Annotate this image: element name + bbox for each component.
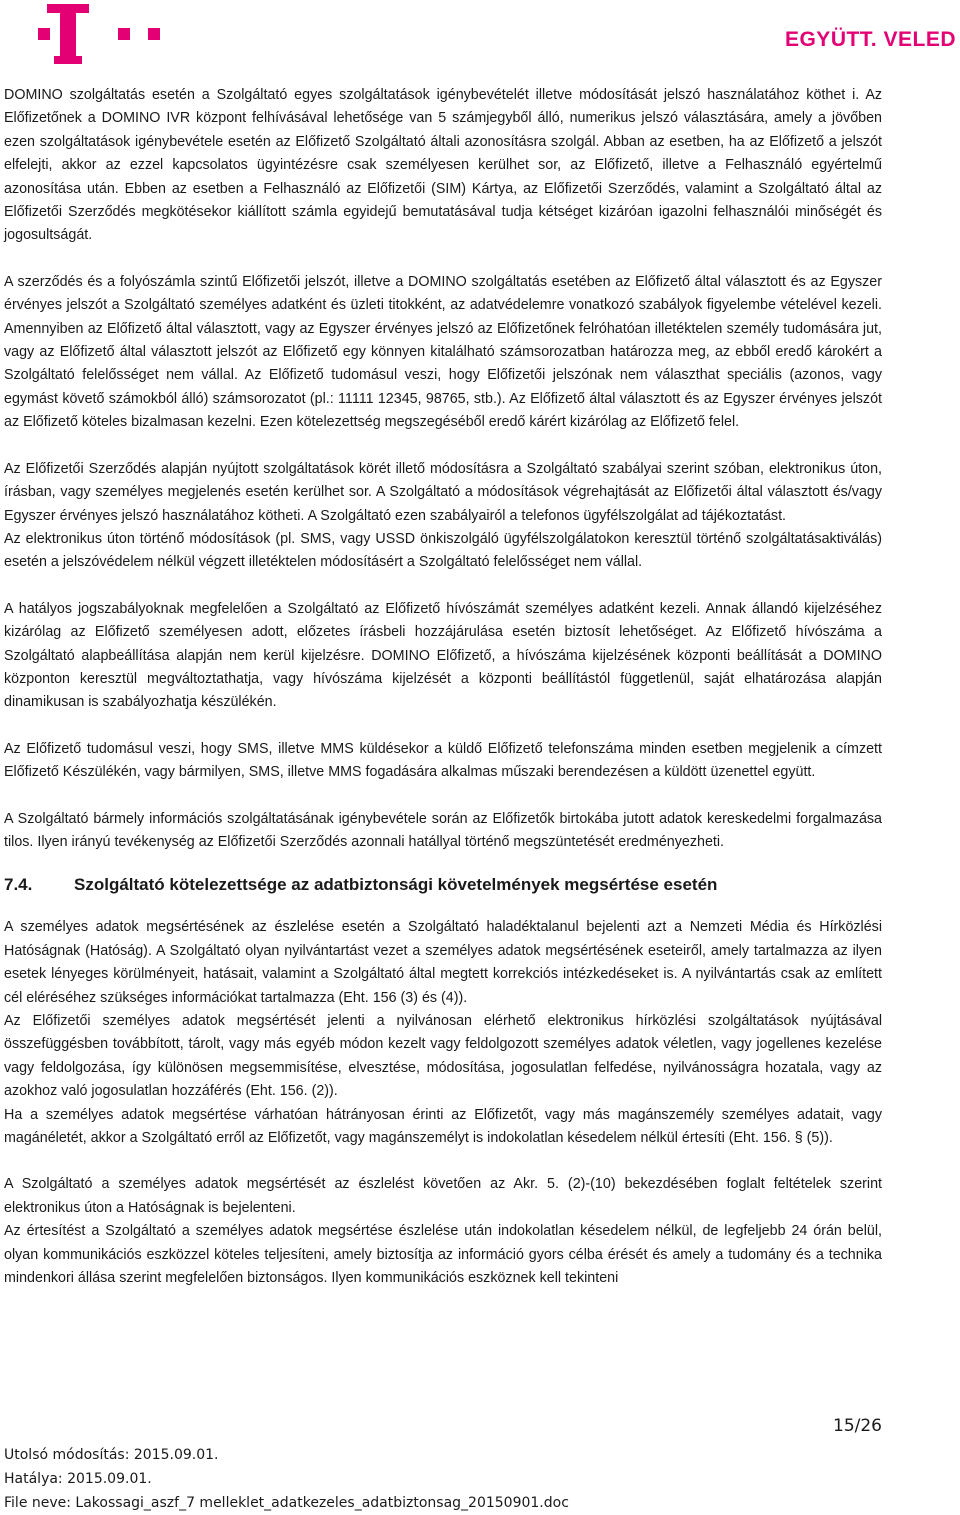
page-footer — [4, 1443, 569, 1515]
section-title: Szolgáltató kötelezettsége az adatbiztonsági követelmények megsértése esetén — [74, 875, 718, 895]
paragraph-service-modification: Az Előfizetői Szerződés alapján nyújtott szolgáltatások körét illető módosításra a Szolgáltató szabályai szerint szóban, elektronikus úton, írásban, vagy személyes megjelenés esetén kerülhet sor. A Szolgáltató a módosítások végrehajtását az Előfizetői által választott és/vagy Egyszer érvényes jelszó használatához kötheti. A Szolgáltató ezen szabályairól a telefonos ügyfélszolgálat ad tájékoztatást. — [4, 460, 882, 524]
paragraph-caller-id: A hatályos jogszabályoknak megfelelően a Szolgáltató az Előfizető hívószámát személyes adatként kezeli. Annak állandó kijelzéséhez kizárólag az Előfizető személyesen adott, előzetes írásbeli hozzájárulása esetén biztosít lehetőséget. Az Előfizető hívószáma a Szolgáltató alapbeállítása alapján nem kerül kijelzésre. DOMINO Előfizető, a hívószáma kijelzésének központi beállítását a DOMINO központon keresztül megváltoztathatja, vagy hívószáma kijelzését a központi beállítástól függetlenül, saját elhatározása alapján dinamikusan is szabályozhatja készülékén. — [4, 600, 882, 711]
footer-modified-date: Utolsó módosítás: 2015.09.01. — [4, 1447, 219, 1463]
paragraph-electronic-report: A Szolgáltató a személyes adatok megsértését az észlelést követően az Akr. 5. (2)-(10) bekezdésében foglalt feltételek szerint elektronikus úton a Hatóságnak is bejelenteni. — [4, 1176, 882, 1216]
section-number: 7.4. — [4, 875, 33, 895]
page-header — [0, 0, 960, 70]
page-number: 15/26 — [833, 1416, 882, 1436]
telekom-logo — [38, 4, 178, 68]
document-body — [4, 84, 882, 1290]
paragraph-domino-password: DOMINO szolgáltatás esetén a Szolgáltató egyes szolgáltatások igénybevételét illetve módosítását jelszó használatához köthet i. Az Előfizetőnek a DOMINO IVR központ felhívásával lehetősége van 5 számjegyből álló, numerikus jelszó választására, amely a jövőben ezen szolgáltatások igénybevétele esetén az Előfizető Szolgáltató általi azonosításra szolgál. Abban az esetben, ha az Előfizető a jelszót elfelejti, akkor az ezzel kapcsolatos ügyintézésre csak személyesen kerülhet sor, az Előfizető, illetve a Felhasználó egyértelmű azonosítása után. Ebben az esetben a Felhasználó az Előfizetői (SIM) Kártya, az Előfizetői Szerződés, valamint a Szolgáltató által az Előfizetői Szerződés megkötésekor kiállított számla egyidejű bemutatásával tudja kétséget kizáróan igazolni felhasználói minőségét és jogosultságát. — [4, 87, 882, 244]
slogan: EGYÜTT. VELED — [784, 28, 956, 51]
paragraph-notification-deadline: Az értesítést a Szolgáltató a személyes adatok megsértése észlelése után indokolatlan késedelem nélkül, de legfeljebb 24 órán belül, olyan kommunikációs eszközzel köteles teljesíteni, amely biztosítja az információ gyors célba érését és amely a tudomány és a technika mindenkori állása szerint megfelelően biztonságos. Ilyen kommunikációs eszköznek kell tekinteni — [4, 1223, 882, 1287]
paragraph-breach-definition: Az Előfizetői személyes adatok megsértését jelenti a nyilvánosan elérhető elektronikus hírközlési szolgáltatások nyújtásával összefüggésben továbbított, tárolt, vagy más egyéb módon kezelt vagy feldolgozott személyes adatok véletlen, vagy jogellenes kezelése vagy feldolgozása, így különösen megsemmisítése, elvesztése, módosítása, jogosulatlan felfedése, nyilvánosságra hozatala, vagy az azokhoz való jogosulatlan hozzáférés (Eht. 156. (2)). — [4, 1013, 882, 1100]
paragraph-sms-mms: Az Előfizető tudomásul veszi, hogy SMS, illetve MMS küldésekor a küldő Előfizető telefonszáma minden esetben megjelenik a címzett Előfizető Készülékén, vagy bármilyen, SMS, illetve MMS fogadására alkalmas műszaki berendezésen a küldött üzenettel együtt. — [4, 740, 882, 781]
paragraph-password-handling: A szerződés és a folyószámla szintű Előfizetői jelszót, illetve a DOMINO szolgáltatás esetében az Előfizető által választott és az Egyszer érvényes jelszót a Szolgáltató személyes adatként és üzleti titokként, az adatvédelemre vonatkozó szabályok figyelembe vételével kezeli. Amennyiben az Előfizető által választott, vagy az Egyszer érvényes jelszó az Előfizetőnek felróhatóan illetéktelen személy tudomására jut, vagy az Előfizető által választott jelszót az Előfizető egy könnyen kitalálható számsorozatban határozza meg, az ebből eredő károkért a Szolgáltató felelősséget nem vállal. Az Előfizető tudomásul veszi, hogy Előfizetői jelszónak nem választhat speciális (azonos, vagy egymást követő számokból álló) számsorozatot (pl.: 11111 12345, 98765, stb.). Az Előfizető által választott és az Egyszer érvényes jelszót az Előfizető köteles bizalmasan kezelni. Ezen kötelezettség megszegéséből eredő kárért kizárólag az Előfizető felel. — [4, 273, 882, 431]
paragraph-breach-notification: A személyes adatok megsértésének az észlelése esetén a Szolgáltató haladéktalanul bejelenti azt a Nemzeti Média és Hírközlési Hatóságnak (Hatóság). A Szolgáltató olyan nyilvántartást vezet a személyes adatok megsértésének eseteiről, amely tartalmazza az ilyen esetek lényeges körülményeit, hatásait, valamint a Szolgáltató által megtett korrekciós intézkedéseket is. A nyilvántartás csak az említett cél eléréséhez szükséges információkat tartalmazza (Eht. 156 (3) és (4)). — [4, 919, 882, 1006]
paragraph-commercial-use: A Szolgáltató bármely információs szolgáltatásának igénybevétele során az Előfizetők birtokába jutott adatok kereskedelmi forgalmazása tilos. Ilyen irányú tevékenység az Előfizetői Szerződés azonnali hatállyal történő megszüntetését eredményezheti. — [4, 810, 882, 850]
paragraph-subscriber-notification: Ha a személyes adatok megsértése várhatóan hátrányosan érinti az Előfizetőt, vagy más magánszemély személyes adatait, vagy magánéletét, akkor a Szolgáltató erről az Előfizetőt, vagy magánszemélyt is indokolatlan késedelem nélkül értesíti (Eht. 156. § (5)). — [4, 1106, 882, 1147]
paragraph-electronic-modification: Az elektronikus úton történő módosítások (pl. SMS, vagy USSD önkiszolgáló ügyfélszolgálatokon keresztül történő szolgáltatásaktiválás) esetén a jelszóvédelem nélkül végzett illetéktelen módosításért a Szolgáltató felelősséget nem vállal. — [4, 530, 882, 571]
footer-effective-date: Hatálya: 2015.09.01. — [4, 1471, 152, 1487]
section-heading — [4, 864, 882, 906]
footer-filename: File neve: Lakossagi_aszf_7 melleklet_adatkezeles_adatbiztonsag_20150901.doc — [4, 1495, 569, 1511]
